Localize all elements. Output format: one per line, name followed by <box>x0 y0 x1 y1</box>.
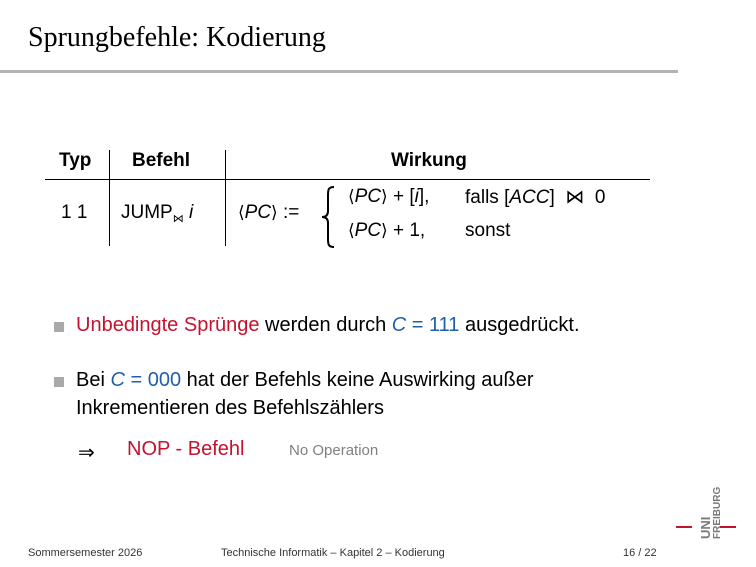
slide-title: Sprungbefehle: Kodierung <box>28 22 326 53</box>
bullet-square-icon <box>54 322 64 332</box>
lhs-pc: PC <box>244 202 272 223</box>
nop-label: NOP - Befehl <box>127 438 245 460</box>
case1-expression: ⟨PC⟩ + [i], <box>348 186 430 207</box>
header-befehl: Befehl <box>132 150 191 171</box>
cell-wirkung-lhs: ⟨PC⟩ := <box>238 202 300 223</box>
bullet-nop-line2: Inkrementieren des Befehlszählers <box>76 397 384 419</box>
case1-condition: falls [ACC] ⋈ 0 <box>465 187 606 208</box>
header-typ: Typ <box>59 150 92 171</box>
table-header-rule <box>45 179 650 180</box>
case2-expression: ⟨PC⟩ + 1, <box>348 220 426 241</box>
table-column-divider <box>109 150 110 246</box>
jump-mnemonic: JUMP <box>121 202 173 223</box>
header-wirkung: Wirkung <box>391 150 467 171</box>
bullet-nop-line1: Bei C = 000 hat der Befehls keine Auswirking außer <box>76 369 534 391</box>
footer-semester: Sommersemester 2026 <box>28 547 143 559</box>
lhs-assign: := <box>277 202 300 223</box>
footer-page-number: 16 / 22 <box>623 547 657 559</box>
cell-befehl <box>121 202 193 225</box>
bullet-square-icon <box>54 377 64 387</box>
nop-note: No Operation <box>289 442 379 459</box>
university-logo <box>676 481 736 541</box>
implies-arrow-icon: ⇒ <box>78 442 95 464</box>
uni-freiburg-logo-icon <box>676 481 736 541</box>
cell-typ: 1 1 <box>61 202 88 223</box>
svg-text:UNI: UNI <box>698 516 713 539</box>
svg-text:FREIBURG: FREIBURG <box>712 486 723 539</box>
cases-brace-icon <box>320 186 336 248</box>
bullet-unconditional: Unbedingte Sprünge werden durch C = 111 ausgedrückt. <box>76 314 580 336</box>
case2-condition: sonst <box>465 220 511 241</box>
jump-argument: i <box>189 202 194 223</box>
title-divider <box>0 70 678 73</box>
table-column-divider <box>225 150 226 246</box>
jump-condition-symbol: ⋈ <box>172 213 184 225</box>
footer-course: Technische Informatik – Kapitel 2 – Kodierung <box>221 547 445 559</box>
